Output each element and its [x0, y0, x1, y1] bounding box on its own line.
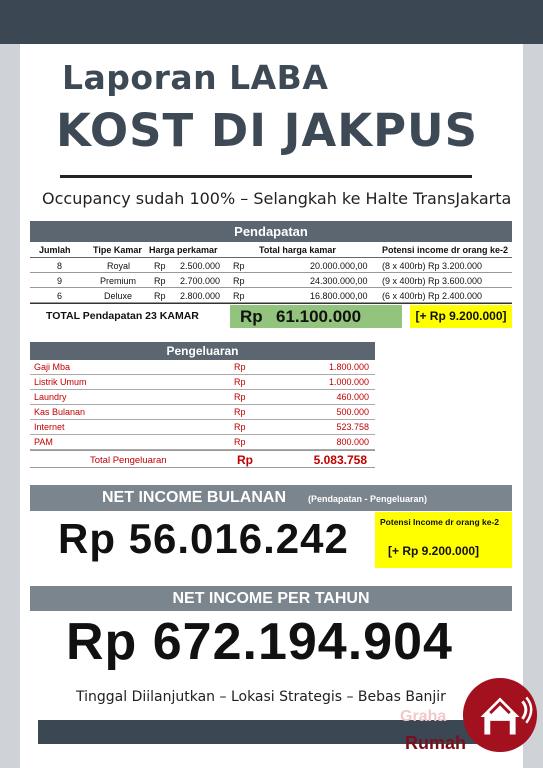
- watermark-line1: Graha: [400, 708, 447, 725]
- net-tahunan-value: Rp 672.194.904: [66, 613, 453, 671]
- net-bulanan-title: NET INCOME BULANAN: [102, 489, 286, 506]
- list-item: [30, 405, 375, 420]
- expense-value: 523.758: [336, 422, 369, 432]
- pengeluaran-total-row: [30, 450, 375, 468]
- report-subtitle: Occupancy sudah 100% – Selangkah ke Halte TransJakarta: [42, 189, 512, 208]
- list-item: [30, 435, 375, 450]
- cell-jumlah: 6: [57, 291, 63, 301]
- right-border: [523, 44, 543, 768]
- net-bulanan-header: [30, 485, 512, 511]
- report-title: Laporan LABA: [62, 58, 329, 97]
- cell-harga: 2.800.000: [180, 291, 221, 301]
- cell-total: 16.800.000,00: [310, 291, 368, 301]
- table-row: [30, 259, 512, 273]
- list-item: [30, 420, 375, 435]
- total-pengeluaran-label: Total Pengeluaran: [90, 455, 167, 466]
- list-item: [30, 390, 375, 405]
- expense-name: Listrik Umum: [34, 377, 87, 387]
- net-bulanan-potensi-box: [375, 512, 512, 568]
- col-tipe-kamar: Tipe Kamar: [93, 245, 142, 255]
- pendapatan-total-row: [30, 303, 512, 328]
- cell-tipe: Premium: [100, 276, 137, 286]
- net-tahunan-header: NET INCOME PER TAHUN: [30, 586, 512, 611]
- expense-name: Gaji Mba: [34, 362, 71, 372]
- table-row: [30, 274, 512, 288]
- cell-jumlah: 8: [57, 261, 63, 271]
- report-heading: KOST DI JAKPUS: [56, 104, 479, 157]
- total-pendapatan-box: [230, 305, 402, 328]
- expense-rp: Rp: [234, 377, 246, 387]
- cell-rp: Rp: [154, 291, 166, 301]
- cell-potensi: (8 x 400rb) Rp 3.200.000: [382, 261, 483, 271]
- net-bulanan-note: (Pendapatan - Pengeluaran): [308, 494, 428, 504]
- expense-name: Laundry: [34, 392, 67, 402]
- cell-total: 20.000.000,00: [310, 261, 368, 271]
- total-pendapatan-value: 61.100.000: [276, 307, 362, 326]
- cell-rp: Rp: [233, 276, 245, 286]
- title-underline: [60, 175, 472, 178]
- cell-tipe: Royal: [107, 261, 131, 271]
- pendapatan-header: Pendapatan: [30, 221, 512, 242]
- total-pengeluaran-rp: Rp: [237, 453, 253, 467]
- expense-name: Internet: [34, 422, 65, 432]
- expense-name: PAM: [34, 437, 53, 447]
- expense-rp: Rp: [234, 392, 246, 402]
- expense-value: 460.000: [336, 392, 369, 402]
- expense-name: Kas Bulanan: [34, 407, 86, 417]
- potensi-value: [+ Rp 9.200.000]: [388, 544, 480, 558]
- list-item: [30, 375, 375, 390]
- pendapatan-column-headers: [30, 243, 512, 258]
- top-banner: [0, 0, 543, 44]
- cell-harga: 2.500.000: [180, 261, 221, 271]
- potensi-label: Potensi Income dr orang ke-2: [380, 517, 500, 527]
- cell-rp: Rp: [233, 261, 245, 271]
- total-pendapatan-label: TOTAL Pendapatan 23 KAMAR: [46, 310, 199, 322]
- cell-rp: Rp: [233, 291, 245, 301]
- table-row: [30, 289, 512, 303]
- cell-harga: 2.700.000: [180, 276, 221, 286]
- cell-tipe: Deluxe: [104, 291, 133, 301]
- col-potensi: Potensi income dr orang ke-2: [382, 245, 509, 255]
- total-pendapatan-rp: Rp: [240, 307, 263, 326]
- expense-value: 1.800.000: [328, 362, 369, 372]
- expense-rp: Rp: [234, 407, 246, 417]
- expense-value: 500.000: [336, 407, 369, 417]
- expense-rp: Rp: [234, 362, 246, 372]
- footer-text: Tinggal Diilanjutkan – Lokasi Strategis – Bebas Banjir: [76, 689, 446, 705]
- expense-value: 800.000: [336, 437, 369, 447]
- cell-total: 24.300.000,00: [310, 276, 368, 286]
- left-border: [0, 44, 20, 768]
- total-potensi-badge: [+ Rp 9.200.000]: [410, 305, 512, 328]
- cell-potensi: (9 x 400rb) Rp 3.600.000: [382, 276, 483, 286]
- col-jumlah: Jumlah: [39, 245, 71, 255]
- watermark-line2: Rumah: [405, 733, 467, 753]
- pengeluaran-header: Pengeluaran: [30, 342, 375, 360]
- cell-jumlah: 9: [57, 276, 63, 286]
- expense-value: 1.000.000: [328, 377, 369, 387]
- list-item: [30, 360, 375, 375]
- expense-rp: Rp: [234, 422, 246, 432]
- col-total: Total harga kamar: [259, 245, 336, 255]
- net-bulanan-value: Rp 56.016.242: [58, 515, 349, 562]
- total-pengeluaran-value: 5.083.758: [313, 453, 367, 467]
- expense-rp: Rp: [234, 437, 246, 447]
- cell-rp: Rp: [154, 276, 166, 286]
- graha-rumah-logo-icon: [461, 676, 539, 754]
- col-harga: Harga perkamar: [149, 245, 218, 255]
- cell-rp: Rp: [154, 261, 166, 271]
- cell-potensi: (6 x 400rb) Rp 2.400.000: [382, 291, 483, 301]
